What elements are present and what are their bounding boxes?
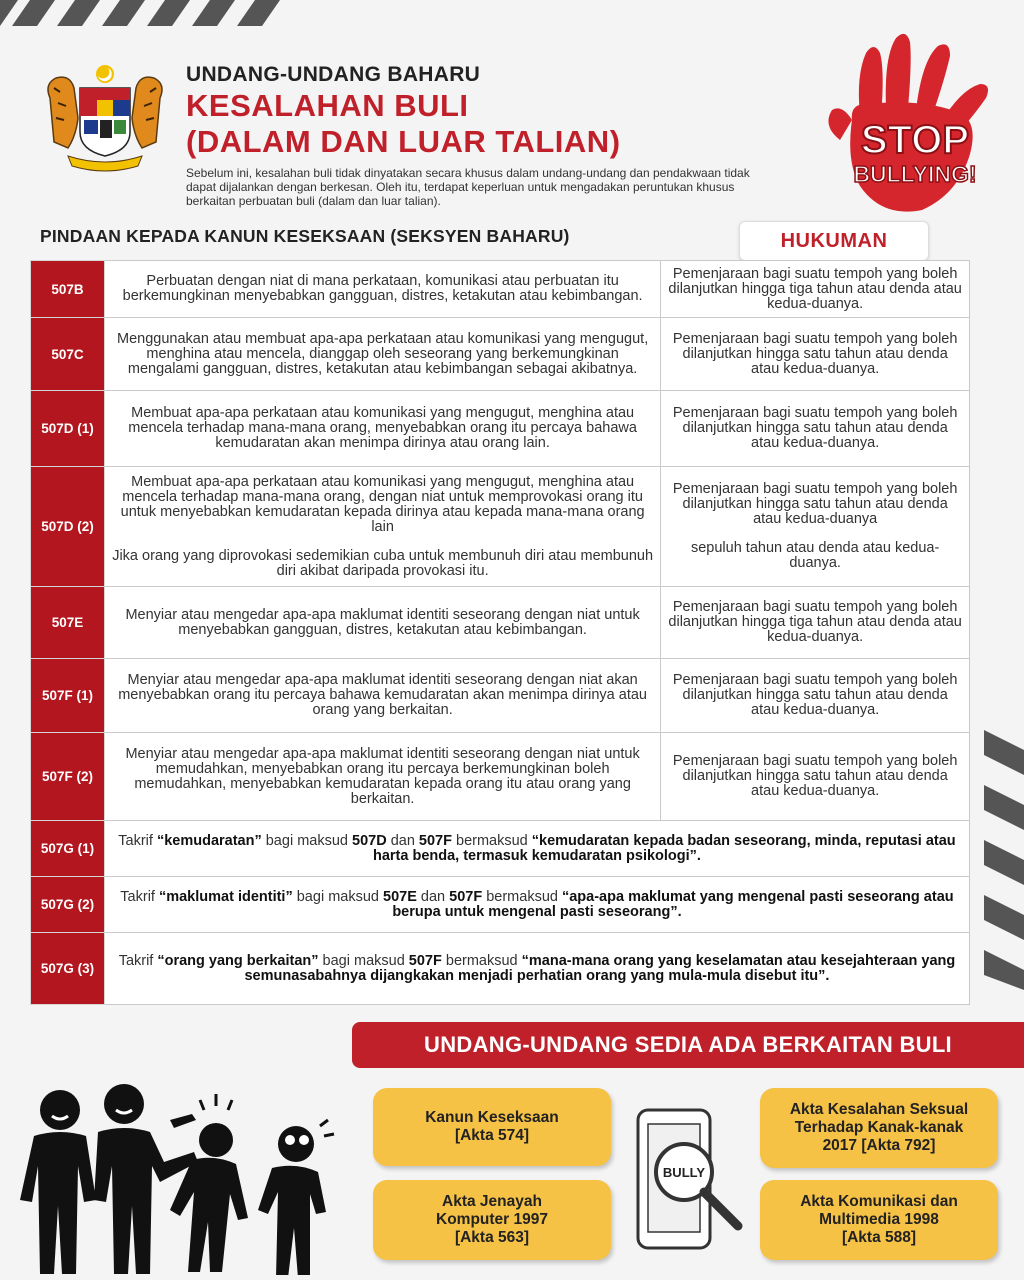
act-label: Kanun Keseksaan [Akta 574] <box>425 1109 559 1144</box>
offence-description: Menyiar atau mengedar apa-apa maklumat identiti seseorang dengan niat untuk menyebabkan gangguan, distres, ketakutan atau kebimbangan. <box>104 587 660 659</box>
offence-description: Membuat apa-apa perkataan atau komunikasi yang mengugut, menghina atau mencela terhadap mana-mana orang, menyebabkan orang itu percaya bahawa kemudaratan akan menimpa dirinya atau orang lain. <box>104 391 660 467</box>
section-code: 507E <box>31 587 105 659</box>
act-card-komunikasi-multimedia <box>760 1180 998 1260</box>
phone-magnifier-icon <box>628 1106 754 1256</box>
title-line-2: KESALAHAN BULI <box>186 88 469 123</box>
act-label: Akta Komunikasi dan Multimedia 1998 [Akta 588] <box>800 1193 958 1246</box>
law-amendment-table <box>30 260 970 1005</box>
badge-stop-text: STOP <box>860 118 970 162</box>
offence-description: Menyiar atau mengedar apa-apa maklumat identiti seseorang dengan niat akan menyebabkan orang itu percaya bahawa kemudaratan akan menimpa dirinya atau orang yang berkaitan. <box>104 659 660 733</box>
bullying-people-icon <box>20 1080 350 1275</box>
title-line-3: (DALAM DAN LUAR TALIAN) <box>186 124 621 159</box>
section-code: 507F (1) <box>31 659 105 733</box>
definition-row <box>31 933 970 1005</box>
offence-description: Menyiar atau mengedar apa-apa maklumat identiti seseorang dengan niat untuk memudahkan, menyebabkan orang itu percaya berkemungkinan boleh memudahkan, menyebabkan kemudaratan kepada orang itu atau orang yang berkaitan. <box>104 733 660 821</box>
table-row <box>31 467 970 587</box>
section-code: 507B <box>31 261 105 318</box>
offence-description: Membuat apa-apa perkataan atau komunikasi yang mengugut, menghina atau mencela terhadap mana-mana orang, dengan niat untuk memprovokasi orang itu untuk menyebabkan kemudaratan kepada dirinya atau kepada mana-mana orang lain <box>120 473 645 535</box>
existing-laws-banner: UNDANG-UNDANG SEDIA ADA BERKAITAN BULI <box>352 1022 1024 1068</box>
table-row <box>31 391 970 467</box>
act-label: Akta Kesalahan Seksual Terhadap Kanak-kanak 2017 [Akta 792] <box>789 1101 969 1154</box>
definition-text: Takrif “orang yang berkaitan” bagi maksud 507F bermaksud “mana-mana orang yang keselamatan atau kesejahteraan yang semunasabahnya dijangkakan menjadi perhatian orang yang mula-mula disebut itu”. <box>104 933 969 1005</box>
top-stripes-decoration <box>0 0 300 26</box>
table-row <box>31 733 970 821</box>
penalty-heading: HUKUMAN <box>739 221 929 261</box>
offence-description: Perbuatan dengan niat di mana perkataan, komunikasi atau perbuatan itu berkemungkinan menyebabkan gangguan, distres, ketakutan atau kebimbangan. <box>104 261 660 318</box>
offence-description-cell <box>104 467 660 587</box>
penalty-text: Pemenjaraan bagi suatu tempoh yang boleh dilanjutkan hingga tiga tahun atau denda atau kedua-duanya. <box>661 587 970 659</box>
section-code: 507F (2) <box>31 733 105 821</box>
stop-bullying-hand-icon <box>820 20 1010 220</box>
coat-of-arms-icon <box>38 58 172 176</box>
phone-bully-text: BULLY <box>662 1165 706 1180</box>
definition-text: Takrif “kemudaratan” bagi maksud 507D dan 507F bermaksud “kemudaratan kepada badan seseorang, minda, reputasi atau harta benda, termasuk kemudaratan psikologi”. <box>104 821 969 877</box>
badge-bullying-text: BULLYING! <box>853 161 977 187</box>
title-block <box>186 62 776 160</box>
penalty-text-extra: sepuluh tahun atau denda atau kedua-duanya. <box>690 540 940 571</box>
right-stripes-decoration <box>984 720 1024 990</box>
penalty-text: Pemenjaraan bagi suatu tempoh yang boleh dilanjutkan hingga tiga tahun atau denda atau kedua-duanya. <box>661 261 970 318</box>
table-row <box>31 659 970 733</box>
table-row <box>31 261 970 318</box>
definition-row <box>31 877 970 933</box>
penalty-text: Pemenjaraan bagi suatu tempoh yang boleh dilanjutkan hingga satu tahun atau denda atau kedua-duanya. <box>661 659 970 733</box>
penalty-text: Pemenjaraan bagi suatu tempoh yang boleh dilanjutkan hingga satu tahun atau denda atau kedua-duanya. <box>661 318 970 391</box>
offence-description: Menggunakan atau membuat apa-apa perkataan atau komunikasi yang mengugut, menghina atau mencela, dianggap oleh seseorang yang berkemungkinan mengalami gangguan, distres, ketakutan atau kebimbangan sebagai akibatnya. <box>104 318 660 391</box>
act-card-kesalahan-seksual <box>760 1088 998 1168</box>
penalty-text: Pemenjaraan bagi suatu tempoh yang boleh dilanjutkan hingga satu tahun atau denda atau kedua-duanya <box>672 481 958 527</box>
penalty-text: Pemenjaraan bagi suatu tempoh yang boleh dilanjutkan hingga satu tahun atau denda atau kedua-duanya. <box>661 733 970 821</box>
section-code: 507D (2) <box>31 467 105 587</box>
act-card-jenayah-komputer <box>373 1180 611 1260</box>
penalty-text: Pemenjaraan bagi suatu tempoh yang boleh dilanjutkan hingga satu tahun atau denda atau kedua-duanya. <box>661 391 970 467</box>
section-code: 507G (1) <box>31 821 105 877</box>
intro-paragraph: Sebelum ini, kesalahan buli tidak dinyatakan secara khusus dalam undang-undang dan pendakwaan tidak dapat dijalankan dengan berkesan. Oleh itu, terdapat keperluan untuk mengadakan peruntukan khusus berkaitan perbuatan buli (dalam dan luar talian). <box>186 166 750 208</box>
penalty-cell <box>661 467 970 587</box>
table-row <box>31 318 970 391</box>
definition-text: Takrif “maklumat identiti” bagi maksud 507E dan 507F bermaksud “apa-apa maklumat yang mengenal pasti seseorang atau berupa untuk mengenal pasti seseorang”. <box>104 877 969 933</box>
section-code: 507G (2) <box>31 877 105 933</box>
table-row <box>31 587 970 659</box>
act-card-kanun-keseksaan <box>373 1088 611 1166</box>
table-section-heading: PINDAAN KEPADA KANUN KESEKSAAN (SEKSYEN BAHARU) <box>40 226 570 246</box>
title-line-1: UNDANG-UNDANG BAHARU <box>186 63 481 86</box>
section-code: 507G (3) <box>31 933 105 1005</box>
act-label: Akta Jenayah Komputer 1997 [Akta 563] <box>436 1193 548 1246</box>
definition-row <box>31 821 970 877</box>
section-code: 507D (1) <box>31 391 105 467</box>
offence-description-extra: Jika orang yang diprovokasi sedemikian cuba untuk membunuh diri atau membunuh diri akibat daripada provokasi itu. <box>112 547 654 579</box>
section-code: 507C <box>31 318 105 391</box>
